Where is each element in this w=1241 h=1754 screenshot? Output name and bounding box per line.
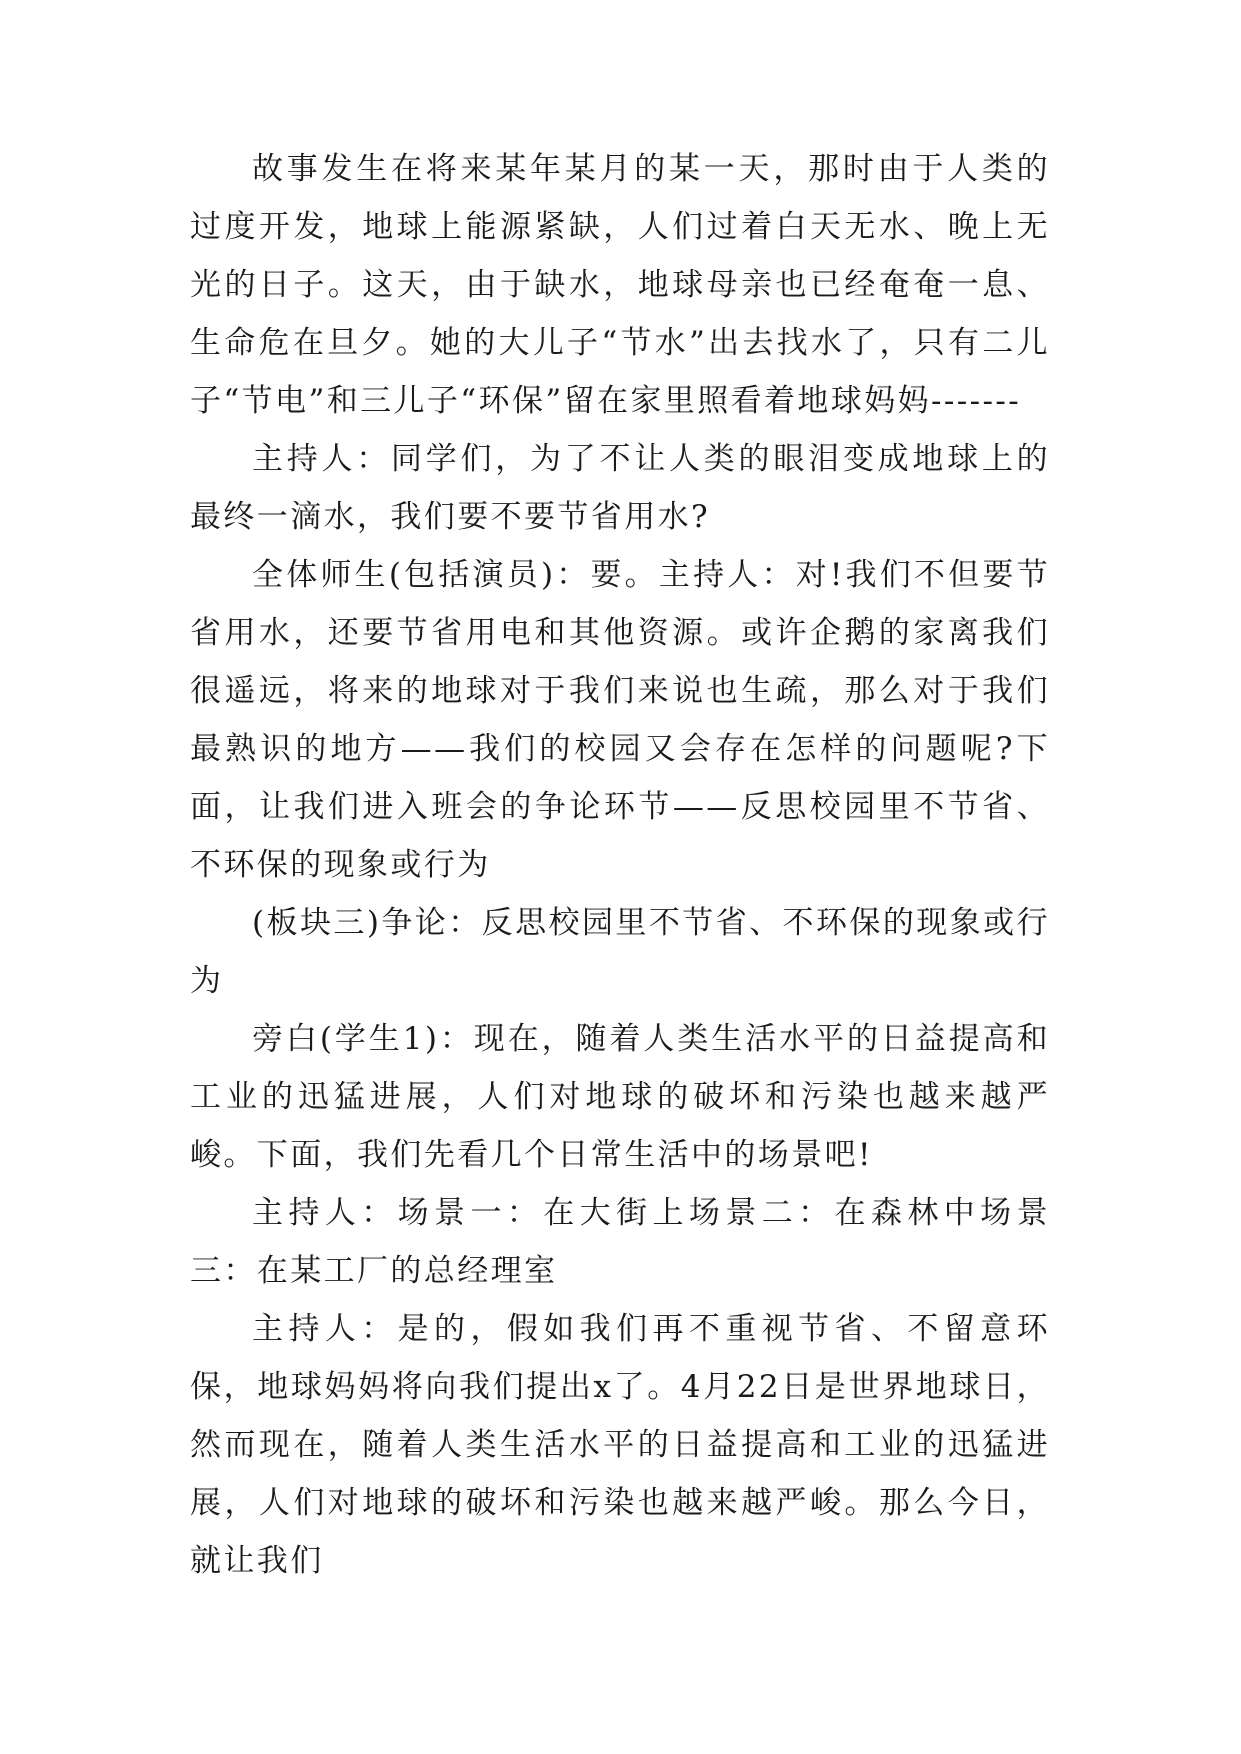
paragraph-host-earth-day: 主持人：是的，假如我们再不重视节省、不留意环保，地球妈妈将向我们提出x了。4月22日是世界地球日，然而现在，随着人类生活水平的日益提高和工业的迅猛进展，人们对地球的破坏和污染也越来越严峻。那么今日，就让我们 [190, 1311, 1050, 1579]
paragraph-story-intro: 故事发生在将来某年某月的某一天，那时由于人类的过度开发，地球上能源紧缺，人们过着白天无水、晚上无光的日子。这天，由于缺水，地球母亲也已经奄奄一息、生命危在旦夕。她的大儿子“节水”出去找水了，只有二儿子“节电”和三儿子“环保”留在家里照看着地球妈妈------- [190, 151, 1050, 419]
paragraph-narrator: 旁白(学生1)：现在，随着人类生活水平的日益提高和工业的迅猛进展，人们对地球的破坏和污染也越来越严峻。下面，我们先看几个日常生活中的场景吧! [190, 1021, 1050, 1173]
document-body [190, 140, 1050, 1590]
paragraph-host-scenes: 主持人：场景一：在大街上场景二：在森林中场景三：在某工厂的总经理室 [190, 1195, 1050, 1289]
paragraph-all-answer: 全体师生(包括演员)：要。主持人：对!我们不但要节省用水，还要节省用电和其他资源。或许企鹅的家离我们很遥远，将来的地球对于我们来说也生疏，那么对于我们最熟识的地方——我们的校园又会存在怎样的问题呢?下面，让我们进入班会的争论环节——反思校园里不节省、不环保的现象或行为 [190, 557, 1050, 883]
paragraph-section-three: (板块三)争论：反思校园里不节省、不环保的现象或行为 [190, 905, 1050, 999]
paragraph-host-question: 主持人：同学们，为了不让人类的眼泪变成地球上的最终一滴水，我们要不要节省用水? [190, 441, 1050, 535]
